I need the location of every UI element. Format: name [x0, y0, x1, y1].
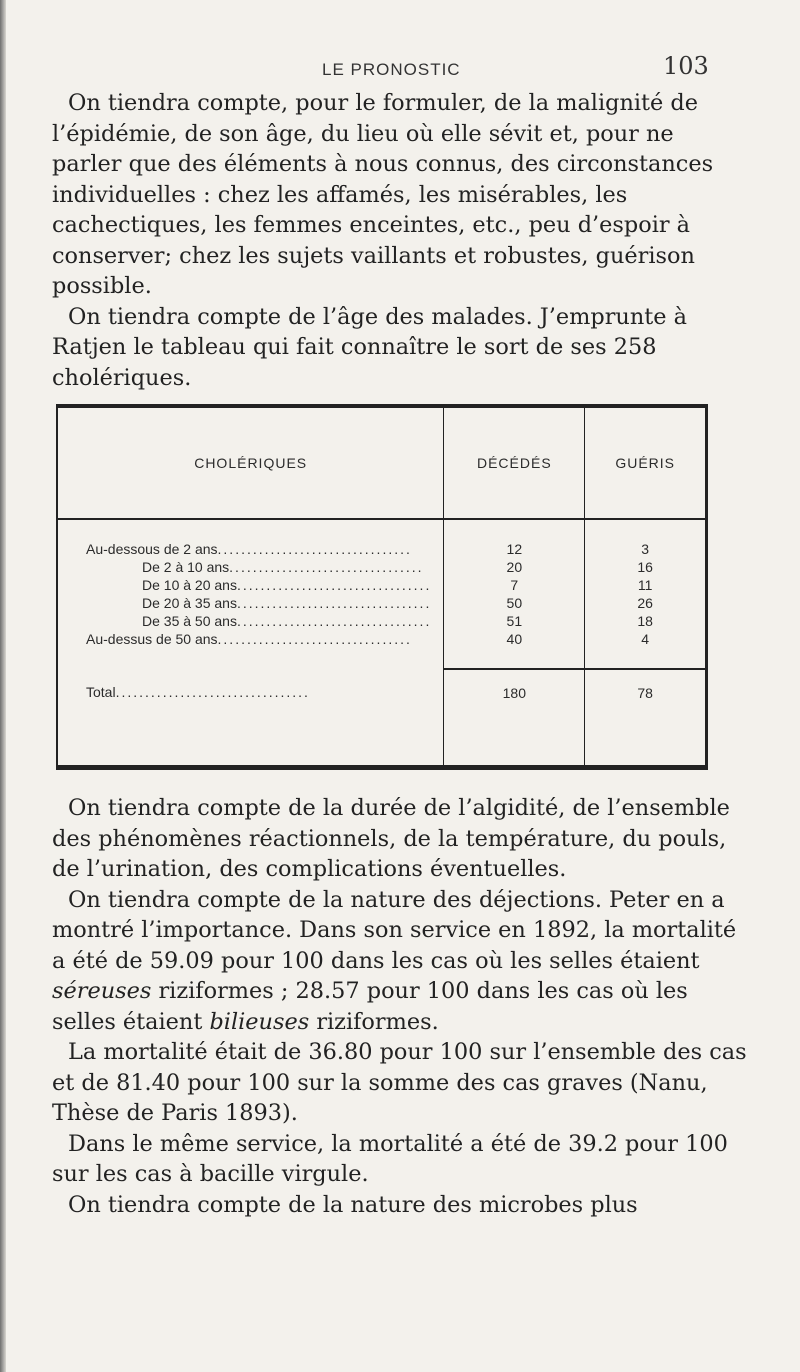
paragraph-dejections: On tiendra compte de la nature des déjections. Peter en a montré l’importance. Dans son service en 1892, la mortalité a été de 59.09 pour 100 dans les cas où les selles étaient séreuses riziformes ; 28.57 pour 100 dans les cas où les selles étaient bilieuses riziformes.	[52, 886, 737, 1035]
gueris-value: 16	[637, 559, 653, 575]
gueris-values-cell	[585, 519, 705, 669]
decedes-value: 7	[510, 577, 519, 593]
decedes-value: 20	[506, 559, 523, 575]
total-decedes: 180	[444, 669, 585, 765]
column-header-gueris: GUÉRIS	[585, 408, 705, 519]
paragraph-mortalite: La mortalité était de 36.80 pour 100 sur l’ensemble des cas et de 81.40 pour 100 sur la somme des cas graves (Nanu, Thèse de Paris 1893).	[52, 1039, 747, 1126]
age-label: De 35 à 50 ans .................................	[142, 613, 432, 629]
cholera-table	[56, 404, 708, 770]
decedes-values-cell	[444, 519, 585, 669]
page-edge-shadow	[0, 0, 6, 1372]
gueris-value: 3	[641, 541, 650, 557]
age-label: De 10 à 20 ans .................................	[142, 577, 432, 593]
emphasis-bilieuses: bilieuses	[209, 1008, 310, 1035]
gueris-value: 4	[641, 631, 650, 647]
decedes-value: 51	[506, 613, 523, 629]
column-header-choleriques: CHOLÉRIQUES	[58, 408, 444, 519]
total-label-cell	[58, 669, 444, 765]
age-label: De 2 à 10 ans .................................	[142, 559, 424, 575]
age-label: Au-dessus de 50 ans .................................	[86, 631, 412, 647]
decedes-value: 50	[506, 595, 523, 611]
paragraph-age: On tiendra compte de l’âge des malades. J’emprunte à Ratjen le tableau qui fait connaître le sort de ses 258 cholériques.	[52, 303, 687, 391]
running-head: LE PRONOSTIC	[322, 60, 461, 79]
age-label: De 20 à 35 ans .................................	[142, 595, 432, 611]
age-labels-cell	[58, 519, 444, 669]
paragraph-algidite: On tiendra compte de la durée de l’algidité, de l’ensemble des phénomènes réactionnels, de la température, du pouls, de l’urination, des complications éventuelles.	[52, 795, 730, 882]
gueris-value: 11	[637, 577, 653, 593]
table-total-row	[58, 669, 705, 765]
paragraph-microbes: On tiendra compte de la nature des microbes plus	[68, 1191, 638, 1218]
paragraph-bacille: Dans le même service, la mortalité a été de 39.2 pour 100 sur les cas à bacille virgule.	[52, 1130, 728, 1187]
total-label: Total .................................	[86, 684, 310, 700]
gueris-value: 26	[637, 595, 653, 611]
total-gueris: 78	[585, 669, 705, 765]
decedes-value: 40	[506, 631, 523, 647]
page-number: 103	[663, 52, 709, 80]
gueris-value: 18	[637, 613, 653, 629]
text-block-bottom	[52, 793, 747, 1220]
paragraph-malignite: On tiendra compte, pour le formuler, de la malignité de l’épidémie, de son âge, du lieu où elle sévit et, pour ne parler que des éléments à nous connus, des circonstances individuelles : chez les affamés, les misérables, les cachectiques, les femmes enceintes, etc., peu d’espoir à conserver; chez les sujets vaillants et robustes, guérison possible.	[52, 90, 714, 299]
age-label: Au-dessous de 2 ans .................................	[86, 541, 412, 557]
decedes-value: 12	[506, 541, 523, 557]
column-header-decedes: DÉCÉDÉS	[444, 408, 585, 519]
text-block-top	[52, 88, 747, 393]
table-row	[58, 519, 705, 669]
page-header	[0, 50, 800, 90]
emphasis-sereuses: séreuses	[52, 978, 152, 1004]
